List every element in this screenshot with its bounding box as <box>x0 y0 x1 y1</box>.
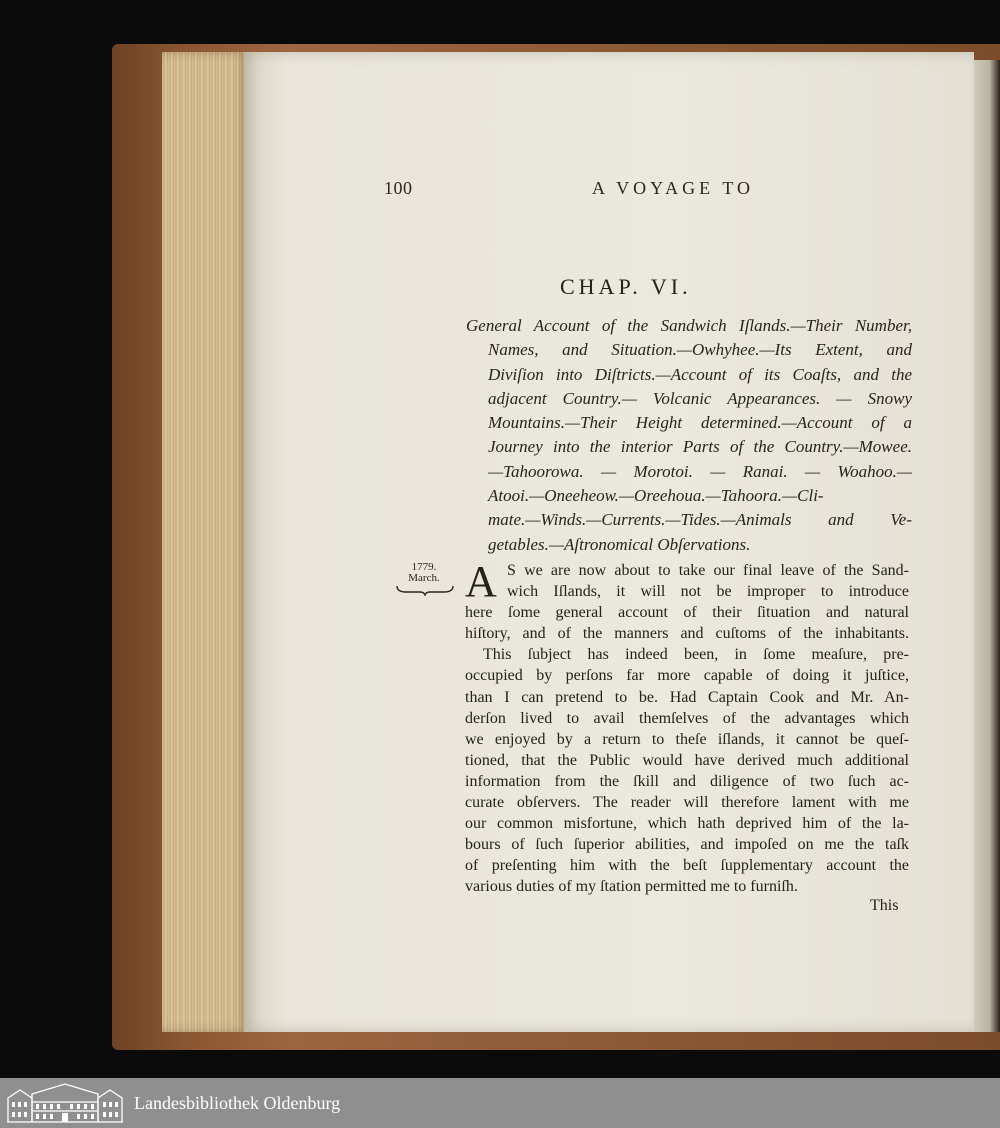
summary-line: Diviſion into Diſtricts.—Account of its Coaſts, and the <box>488 364 912 384</box>
catchword: This <box>870 897 899 914</box>
facing-page-edge <box>974 60 1000 1032</box>
running-head <box>384 178 804 204</box>
summary-line: getables.—Aſtronomical Obſervations. <box>488 534 751 554</box>
margin-brace-icon <box>396 584 454 596</box>
text-line: than I can pretend to be. Had Captain Cook and Mr. An- <box>465 688 909 706</box>
text-line: our common misfortune, which hath deprived him of the la- <box>465 815 909 833</box>
margin-year: 1779. <box>411 561 437 573</box>
footer-bar <box>0 1078 1000 1128</box>
chapter-summary <box>466 314 912 557</box>
text-line: we enjoyed by a return to theſe iſlands, it cannot be queſ- <box>465 730 909 748</box>
summary-line: mate.—Winds.—Currents.—Tides.—Animals and Ve- <box>488 510 912 530</box>
summary-line: adjacent Country.— Volcanic Appearances. — Snowy <box>488 388 912 408</box>
text-line: occupied by perſons far more capable of doing it juſtice, <box>465 667 909 685</box>
body-text <box>465 557 909 898</box>
summary-line: Journey into the interior Parts of the Country.—Mowee. <box>488 437 912 457</box>
page-number: 100 <box>384 178 413 198</box>
summary-line: —Tahoorowa. — Morotoi. — Ranai. — Woahoo.— <box>488 461 912 481</box>
text-line: curate obſervers. The reader will therefore lament with me <box>465 794 909 812</box>
text-line: This ſubject has indeed been, in ſome meaſure, pre- <box>483 646 909 664</box>
text-line: bours of ſuch ſuperior abilities, and impoſed on me the taſk <box>465 836 909 854</box>
summary-line: Mountains.—Their Height determined.—Account of a <box>488 413 912 433</box>
drop-cap: A <box>465 557 497 606</box>
text-line: derſon lived to avail themſelves of the advantages which <box>465 709 909 727</box>
text-line: of preſenting him with the beſt ſupplementary account the <box>465 857 909 875</box>
text-line: wich Iſlands, it will not be improper to introduce <box>507 583 909 601</box>
chapter-heading: CHAP. VI. <box>560 274 692 299</box>
text-line: here ſome general account of their ſituation and natural <box>465 604 909 622</box>
text-line: hiſtory, and of the manners and cuſtoms of the inhabitants. <box>465 625 909 643</box>
margin-month: March. <box>408 572 440 584</box>
text-line: information from the ſkill and diligence of two ſuch ac- <box>465 772 909 790</box>
summary-line: Atooi.—Oneeheow.—Oreehoua.—Tahoora.—Cli- <box>488 486 824 506</box>
text-line: S we are now about to take our final leave of the Sand- <box>507 562 909 579</box>
text-line: tioned, that the Public would have derived much additional <box>465 751 909 769</box>
library-name: Landesbibliothek Oldenburg <box>134 1093 341 1113</box>
page-block-edges <box>162 52 248 1032</box>
library-building-logo-icon <box>6 1082 124 1124</box>
running-head-title: A VOYAGE TO <box>592 178 755 198</box>
summary-line: General Account of the Sandwich Iſlands.—Their Number, <box>466 316 912 335</box>
summary-line: Names, and Situation.—Owhyhee.—Its Extent, and <box>488 340 912 360</box>
text-line: various duties of my ſtation permitted me to furniſh. <box>465 878 798 896</box>
